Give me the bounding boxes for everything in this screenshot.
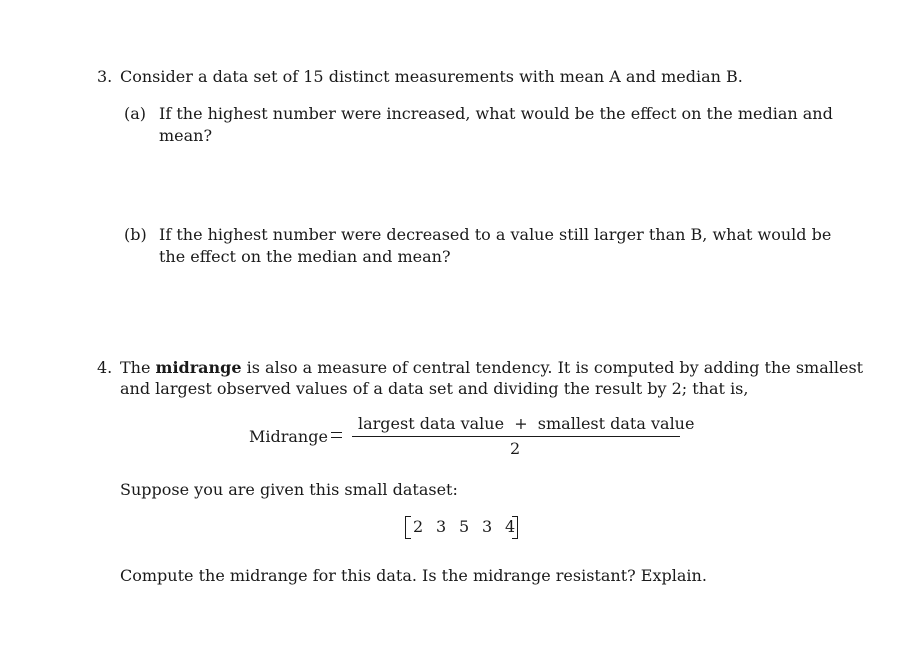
formula-numerator: largest data value + smallest data value <box>358 414 695 433</box>
dataset-value: 3 <box>482 517 493 536</box>
dataset-value: 3 <box>436 517 447 536</box>
question-3b-text-line1: If the highest number were decreased to a value still larger than B, what would be <box>159 225 832 244</box>
fraction-bar <box>352 436 680 437</box>
question-3b-label: (b) <box>124 225 147 244</box>
dataset-vector <box>413 516 515 538</box>
formula-lhs: Midrange <box>249 427 328 446</box>
formula-denominator: 2 <box>510 439 521 458</box>
question-3-stem: Consider a data set of 15 distinct measurements with mean A and median B. <box>120 67 743 86</box>
dataset-value: 5 <box>459 517 470 536</box>
dataset-value: 4 <box>505 517 516 536</box>
question-3a-text-line2: mean? <box>159 126 213 145</box>
question-3a-text-line1: If the highest number were increased, what would be the effect on the median and <box>159 104 833 123</box>
question-4-text-post: is also a measure of central tendency. It is computed by adding the smallest <box>241 358 864 377</box>
question-4-number: 4. <box>97 358 113 377</box>
left-bracket <box>405 516 411 539</box>
suppose-text: Suppose you are given this small dataset: <box>120 480 458 499</box>
question-4-text-line1 <box>120 357 863 379</box>
question-3b-text-line2: the effect on the median and mean? <box>159 247 451 266</box>
question-4-text-line2: and largest observed values of a data set and dividing the result by 2; that is, <box>120 379 749 398</box>
midrange-term: midrange <box>155 358 242 377</box>
question-3a-label: (a) <box>124 104 147 123</box>
question-3-number: 3. <box>97 67 113 86</box>
question-4-text-pre: The <box>120 358 156 377</box>
dataset-value: 2 <box>413 517 424 536</box>
right-bracket <box>512 516 518 539</box>
question-4-prompt: Compute the midrange for this data. Is the midrange resistant? Explain. <box>120 566 707 585</box>
